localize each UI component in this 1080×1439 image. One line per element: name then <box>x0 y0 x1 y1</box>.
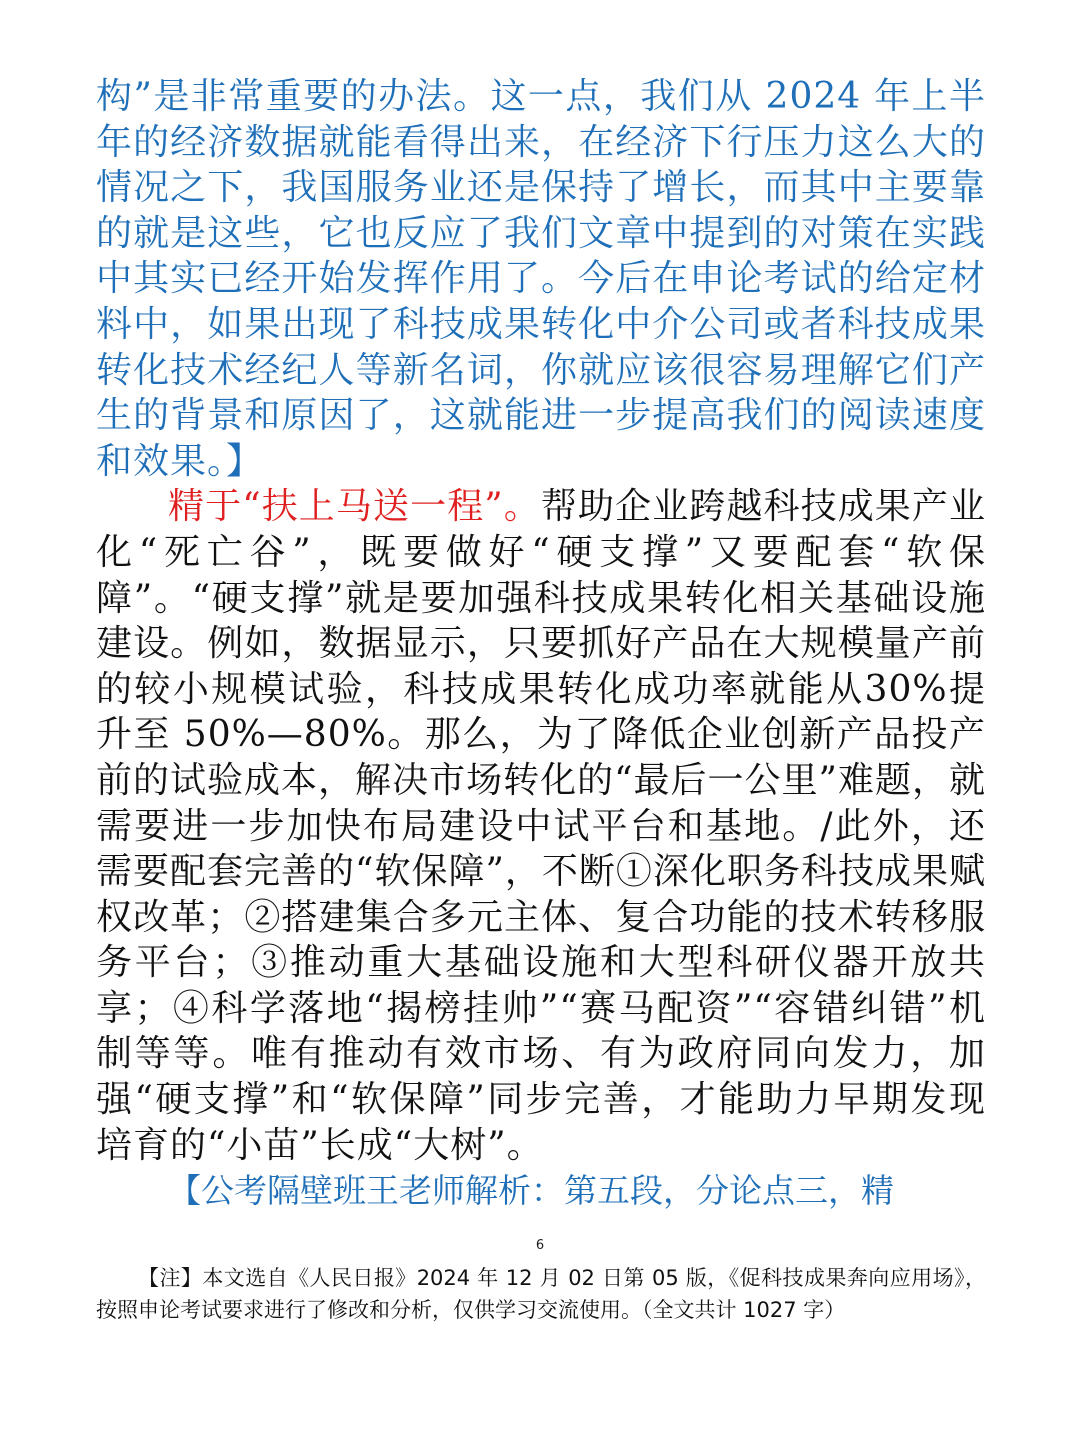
paragraph-five <box>96 484 986 1168</box>
analysis-continuation: 构”是非常重要的办法。这一点，我们从 2024 年上半年的经济数据就能看得出来，在经济下行压力这么大的情况之下，我国服务业还是保持了增长，而其中主要靠的就是这些，它也反应了我们文章中提到的对策在实践中其实已经开始发挥作用了。今后在申论考试的给定材料中，如果出现了科技成果转化中介公司或者科技成果转化技术经纪人等新名词，你就应该很容易理解它们产生的背景和原因了，这就能进一步提高我们的阅读速度和效果。】 <box>96 76 986 482</box>
paragraph-heading: 精于“扶上马送一程”。 <box>168 486 541 528</box>
paragraph-body: 帮助企业跨越科技成果产业化“死亡谷”，既要做好“硬支撑”又要配套“软保障”。“硬支撑”就是要加强科技成果转化相关基础设施建设。例如，数据显示，只要抓好产品在大规模量产前的较小规模试验，科技成果转化成功率就能从30%提升至 50%—80%。那么，为了降低企业创新产品投产前的试验成本，解决市场转化的“最后一公里”难题，就需要进一步加快布局建设中试平台和基地。/此外，还需要配套完善的“软保障”，不断①深化职务科技成果赋权改革；②搭建集合多元主体、复合功能的技术转移服务平台；③推动重大基础设施和大型科研仪器开放共享；④科学落地“揭榜挂帅”“赛马配资”“容错纠错”机制等等。唯有推动有效市场、有为政府同向发力，加强“硬支撑”和“软保障”同步完善，才能助力早期发现培育的“小苗”长成“大树”。 <box>96 486 986 1166</box>
page-number: 6 <box>535 1238 545 1253</box>
document-page <box>96 74 986 1213</box>
footnote: 【注】本文选自《人民日报》2024 年 12 月 02 日第 05 版，《促科技成果奔向应用场》，按照申论考试要求进行了修改和分析，仅供学习交流使用。（全文共计 1027 字） <box>96 1266 986 1322</box>
analysis-start: 【公考隔壁班王老师解析：第五段，分论点三，精 <box>168 1171 894 1211</box>
